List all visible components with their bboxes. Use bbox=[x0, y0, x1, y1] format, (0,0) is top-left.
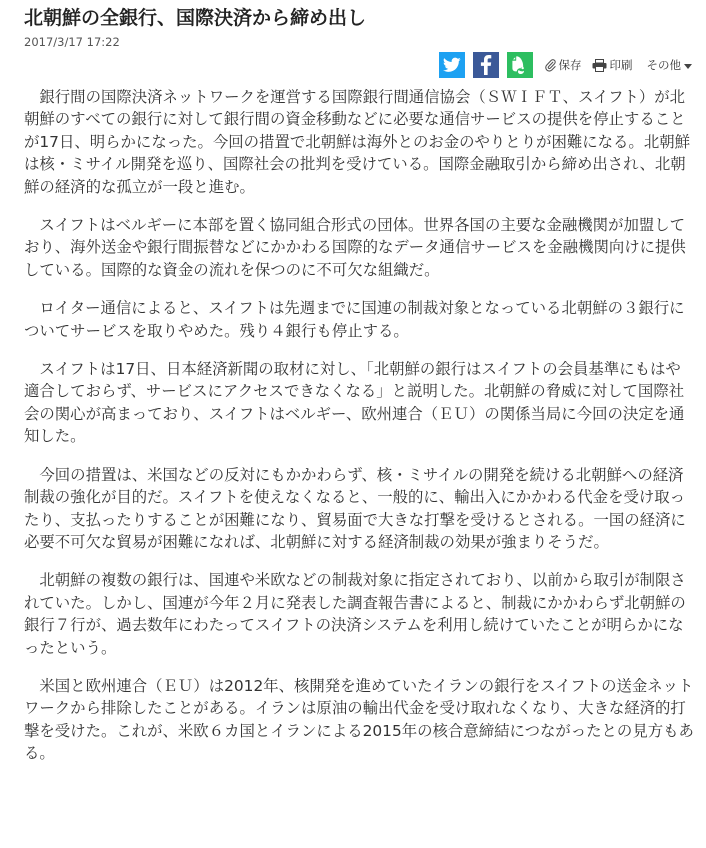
evernote-share-button[interactable] bbox=[507, 52, 533, 78]
paperclip-icon bbox=[545, 59, 556, 72]
article-body bbox=[24, 86, 696, 781]
body-paragraph: 今回の措置は、米国などの反対にもかかわらず、核・ミサイルの開発を続ける北朝鮮への経済制裁の強化が目的だ。スイフトを使えなくなると、一般的に、輸出入にかかわる代金を受け取ったり、支払ったりすることが困難になり、貿易面で大きな打撃を受けるとされる。一国の経済に必要不可欠な貿易が困難になれば、北朝鮮に対する経済制裁の効果が強まりそうだ。 bbox=[24, 465, 686, 551]
body-paragraph: スイフトは17日、日本経済新聞の取材に対し、「北朝鮮の銀行はスイフトの会員基準にもはや適合しておらず、サービスにアクセスできなくなる」と説明した。北朝鮮の脅威に対して国際社会の関心が高まっており、スイフトはベルギー、欧州連合（ＥＵ）の関係当局に今回の決定を通知した。 bbox=[24, 360, 685, 446]
more-menu-button[interactable] bbox=[647, 57, 693, 73]
share-toolbar bbox=[431, 52, 693, 78]
save-button[interactable] bbox=[545, 57, 582, 73]
twitter-share-button[interactable] bbox=[439, 52, 465, 78]
twitter-icon bbox=[443, 57, 461, 73]
body-paragraph: 北朝鮮の複数の銀行は、国連や米欧などの制裁対象に指定されており、以前から取引が制限されていた。しかし、国連が今年２月に発表した調査報告書によると、制裁にかかわらず北朝鮮の銀行７行が、過去数年にわたってスイフトの決済システムを利用し続けていたことが明らかになったという。 bbox=[24, 571, 686, 657]
article-timestamp: 2017/3/17 17:22 bbox=[24, 35, 120, 49]
caret-down-icon bbox=[684, 58, 692, 72]
save-label: 保存 bbox=[558, 58, 582, 72]
body-paragraph: ロイター通信によると、スイフトは先週までに国連の制裁対象となっている北朝鮮の３銀行についてサービスを取りやめた。残り４銀行も停止する。 bbox=[24, 299, 685, 340]
article-title: 北朝鮮の全銀行、国際決済から締め出し bbox=[24, 7, 367, 29]
more-label: その他 bbox=[646, 58, 681, 72]
body-paragraph: 米国と欧州連合（ＥＵ）は2012年、核開発を進めていたイランの銀行をスイフトの送金ネットワークから排除したことがある。イランは原油の輸出代金を受け取れなくなり、大きな経済的打撃を受けた。これが、米欧６カ国とイランによる2015年の核合意締結につながったとの見方もある。 bbox=[24, 676, 694, 763]
body-paragraph: スイフトはベルギーに本部を置く協同組合形式の団体。世界各国の主要な金融機関が加盟しており、海外送金や銀行間振替などにかかわる国際的なデータ通信サービスを金融機関向けに提供している。国際的な資金の流れを保つのに不可欠な組織だ。 bbox=[24, 216, 686, 279]
facebook-share-button[interactable] bbox=[473, 52, 499, 78]
printer-icon bbox=[592, 59, 607, 72]
facebook-icon bbox=[480, 55, 492, 75]
print-label: 印刷 bbox=[609, 58, 633, 72]
evernote-icon bbox=[512, 56, 528, 74]
print-button[interactable] bbox=[592, 57, 633, 73]
body-paragraph: 銀行間の国際決済ネットワークを運営する国際銀行間通信協会（ＳＷＩＦＴ、スイフト）が北朝鮮のすべての銀行に対して銀行間の資金移動などに必要な通信サービスの提供を停止することが17日、明らかになった。今回の措置で北朝鮮は海外とのお金のやりとりが困難になる。北朝鮮は核・ミサイル開発を巡り、国際社会の批判を受けている。国際金融取引から締め出され、北朝鮮の経済的な孤立が一段と進む。 bbox=[24, 88, 690, 196]
